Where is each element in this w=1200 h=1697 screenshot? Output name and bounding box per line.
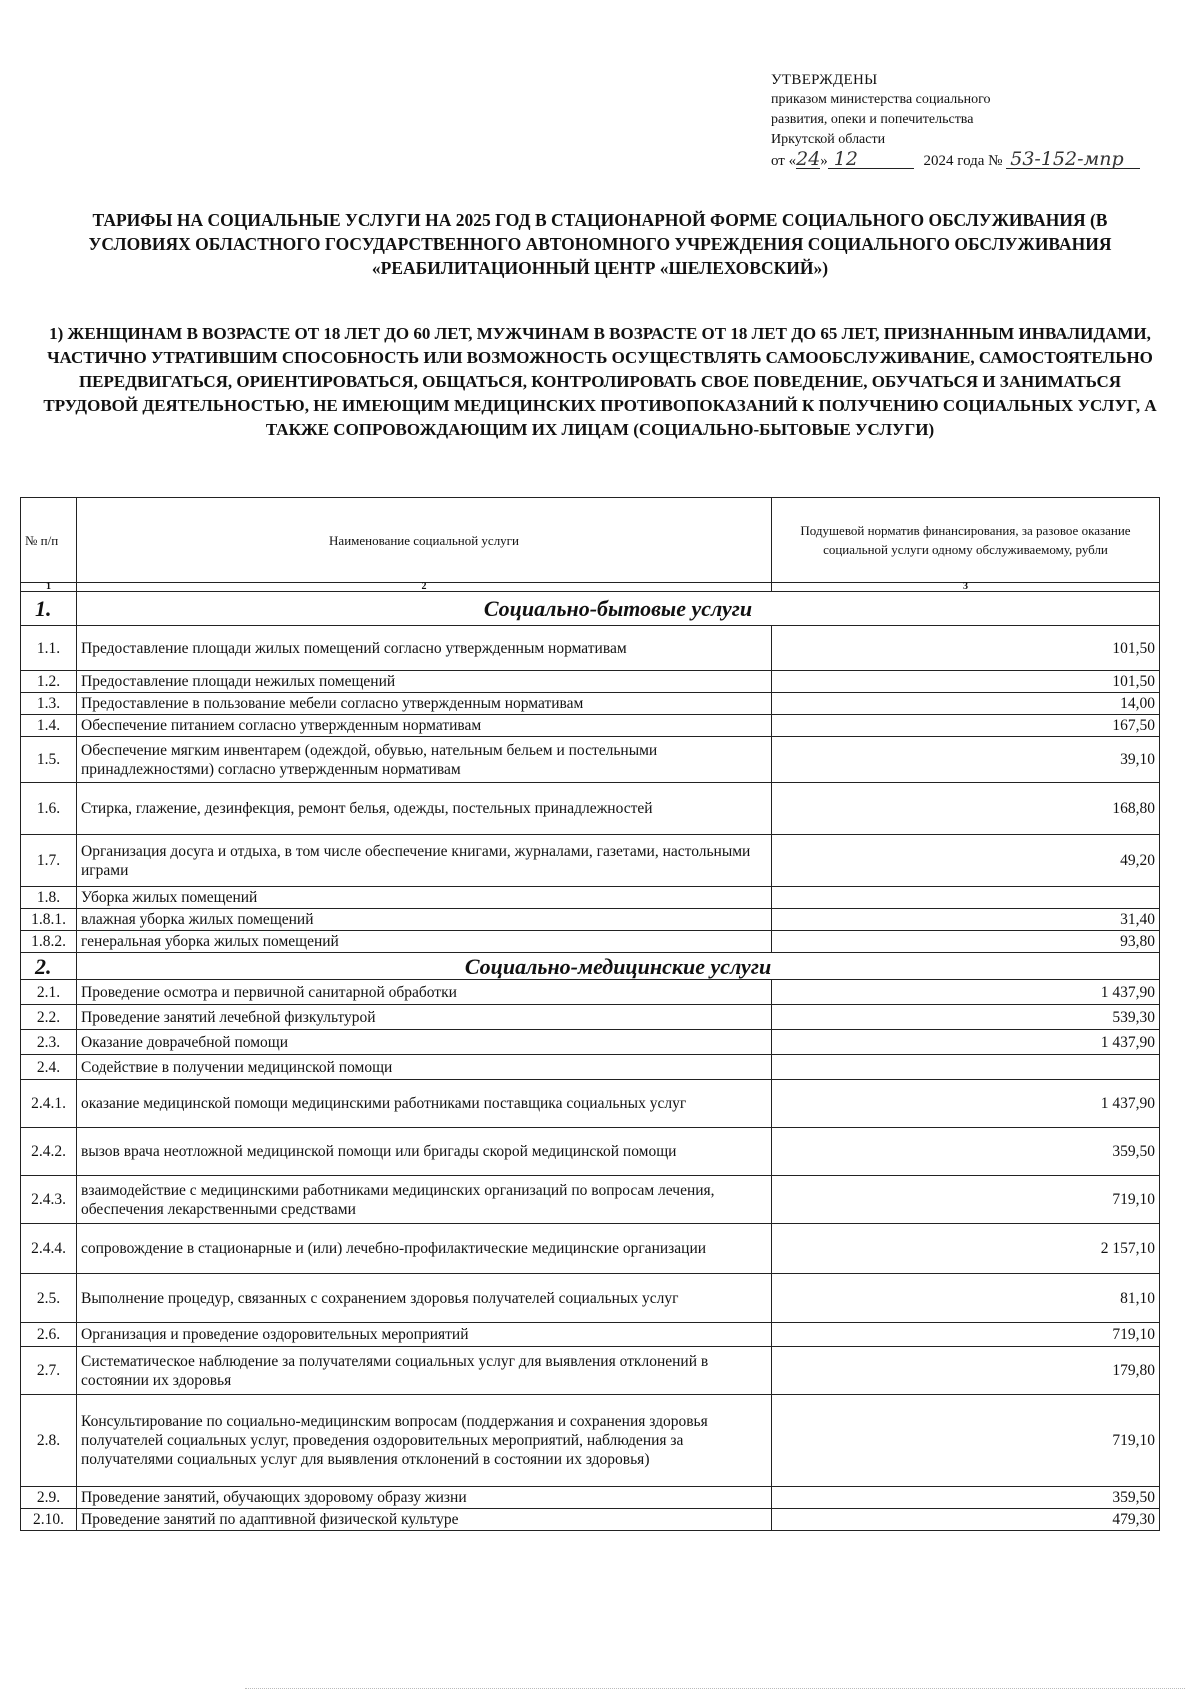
row-number: 2.4. bbox=[21, 1055, 77, 1080]
table-row bbox=[21, 783, 1160, 835]
service-name: Содействие в получении медицинской помощи bbox=[77, 1055, 772, 1080]
section-row bbox=[21, 953, 1160, 980]
row-number: 2.4.3. bbox=[21, 1176, 77, 1224]
tariff-value: 31,40 bbox=[772, 909, 1160, 931]
section-number: 1. bbox=[21, 592, 77, 626]
table-row bbox=[21, 931, 1160, 953]
handwritten-day: 24 bbox=[796, 148, 821, 170]
tariff-table bbox=[20, 497, 1160, 1531]
service-name: Предоставление в пользование мебели согласно утвержденным нормативам bbox=[77, 693, 772, 715]
row-number: 2.4.4. bbox=[21, 1224, 77, 1274]
tariff-value: 1 437,90 bbox=[772, 980, 1160, 1005]
table-row bbox=[21, 980, 1160, 1005]
service-name: Обеспечение мягким инвентарем (одеждой, обувью, нательным бельем и постельными принадлежностями) согласно утвержденным нормативам bbox=[77, 737, 772, 783]
service-name: взаимодействие с медицинскими работниками медицинских организаций по вопросам лечения, обеспечения лекарственными средствами bbox=[77, 1176, 772, 1224]
row-number: 1.2. bbox=[21, 671, 77, 693]
row-number: 2.7. bbox=[21, 1347, 77, 1395]
row-number: 2.4.1. bbox=[21, 1080, 77, 1128]
service-name: Проведение занятий, обучающих здоровому образу жизни bbox=[77, 1487, 772, 1509]
table-row bbox=[21, 1080, 1160, 1128]
row-number: 1.7. bbox=[21, 835, 77, 887]
row-number: 2.3. bbox=[21, 1030, 77, 1055]
table-row bbox=[21, 1487, 1160, 1509]
service-name: Уборка жилых помещений bbox=[77, 887, 772, 909]
table-row bbox=[21, 1395, 1160, 1487]
row-number: 2.8. bbox=[21, 1395, 77, 1487]
tariff-value: 479,30 bbox=[772, 1509, 1160, 1531]
table-row bbox=[21, 1005, 1160, 1030]
service-name: Проведение осмотра и первичной санитарной обработки bbox=[77, 980, 772, 1005]
table-header-row bbox=[21, 498, 1160, 583]
approval-heading: УТВЕРЖДЕНЫ bbox=[771, 72, 878, 88]
table-row bbox=[21, 1128, 1160, 1176]
approval-date-line bbox=[771, 150, 1171, 171]
section-number: 2. bbox=[21, 953, 77, 980]
row-number: 1.8.1. bbox=[21, 909, 77, 931]
row-number: 2.6. bbox=[21, 1323, 77, 1347]
row-number: 1.6. bbox=[21, 783, 77, 835]
row-number: 1.5. bbox=[21, 737, 77, 783]
tariff-value: 539,30 bbox=[772, 1005, 1160, 1030]
tariff-value: 719,10 bbox=[772, 1323, 1160, 1347]
row-number: 2.9. bbox=[21, 1487, 77, 1509]
service-name: Систематическое наблюдение за получателями социальных услуг для выявления отклонений в состоянии их здоровья bbox=[77, 1347, 772, 1395]
service-name: Оказание доврачебной помощи bbox=[77, 1030, 772, 1055]
service-name: Организация и проведение оздоровительных мероприятий bbox=[77, 1323, 772, 1347]
service-name: Предоставление площади нежилых помещений bbox=[77, 671, 772, 693]
column-number: 1 bbox=[21, 583, 77, 592]
table-row bbox=[21, 737, 1160, 783]
service-name: вызов врача неотложной медицинской помощи или бригады скорой медицинской помощи bbox=[77, 1128, 772, 1176]
table-row bbox=[21, 1347, 1160, 1395]
tariff-value bbox=[772, 1055, 1160, 1080]
tariff-value: 179,80 bbox=[772, 1347, 1160, 1395]
tariff-value: 1 437,90 bbox=[772, 1080, 1160, 1128]
section-row bbox=[21, 592, 1160, 626]
table-row bbox=[21, 1055, 1160, 1080]
service-name: Предоставление площади жилых помещений согласно утвержденным нормативам bbox=[77, 626, 772, 671]
row-number: 2.5. bbox=[21, 1274, 77, 1323]
service-name: Проведение занятий лечебной физкультурой bbox=[77, 1005, 772, 1030]
header-tariff: Подушевой норматив финансирования, за разовое оказание социальной услуги одному обслуживаемому, рубли bbox=[772, 498, 1160, 583]
service-name: Консультирование по социально-медицинским вопросам (поддержания и сохранения здоровья получателей социальных услуг, проведения оздоровительных мероприятий, наблюдения за получателями социальных услуг для выявления отклонений в состоянии их здоровья) bbox=[77, 1395, 772, 1487]
date-mid: » bbox=[820, 153, 828, 169]
tariff-value: 39,10 bbox=[772, 737, 1160, 783]
handwritten-order-number: 53-152-мпр bbox=[1006, 150, 1140, 169]
row-number: 2.1. bbox=[21, 980, 77, 1005]
column-number-row bbox=[21, 583, 1160, 592]
service-name: Организация досуга и отдыха, в том числе обеспечение книгами, журналами, газетами, настольными играми bbox=[77, 835, 772, 887]
approval-line: приказом министерства социального bbox=[771, 92, 991, 107]
service-name: сопровождение в стационарные и (или) лечебно-профилактические медицинские организации bbox=[77, 1224, 772, 1274]
approval-line: развития, опеки и попечительства bbox=[771, 112, 974, 127]
table-row bbox=[21, 715, 1160, 737]
table-row bbox=[21, 693, 1160, 715]
tariff-value: 1 437,90 bbox=[772, 1030, 1160, 1055]
table-row bbox=[21, 671, 1160, 693]
tariff-value: 719,10 bbox=[772, 1395, 1160, 1487]
table-row bbox=[21, 1323, 1160, 1347]
service-name: генеральная уборка жилых помещений bbox=[77, 931, 772, 953]
row-number: 1.8.2. bbox=[21, 931, 77, 953]
table-row bbox=[21, 626, 1160, 671]
column-number: 3 bbox=[772, 583, 1160, 592]
service-name: Стирка, глажение, дезинфекция, ремонт белья, одежды, постельных принадлежностей bbox=[77, 783, 772, 835]
service-name: Выполнение процедур, связанных с сохранением здоровья получателей социальных услуг bbox=[77, 1274, 772, 1323]
tariff-value: 93,80 bbox=[772, 931, 1160, 953]
approval-block bbox=[771, 70, 1171, 171]
tariff-value: 167,50 bbox=[772, 715, 1160, 737]
tariff-value: 168,80 bbox=[772, 783, 1160, 835]
row-number: 2.2. bbox=[21, 1005, 77, 1030]
section-title: Социально-бытовые услуги bbox=[77, 592, 1160, 626]
document-title: ТАРИФЫ НА СОЦИАЛЬНЫЕ УСЛУГИ НА 2025 ГОД В СТАЦИОНАРНОЙ ФОРМЕ СОЦИАЛЬНОГО ОБСЛУЖИВАНИЯ (В УСЛОВИЯХ ОБЛАСТНОГО ГОСУДАРСТВЕННОГО АВТОНОМНОГО УЧРЕЖДЕНИЯ СОЦИАЛЬНОГО ОБСЛУЖИВАНИЯ «РЕАБИЛИТАЦИОННЫЙ ЦЕНТР «ШЕЛЕХОВСКИЙ») bbox=[88, 210, 1112, 278]
section-title: Социально-медицинские услуги bbox=[77, 953, 1160, 980]
row-number: 1.4. bbox=[21, 715, 77, 737]
bottom-divider bbox=[245, 1688, 1185, 1689]
service-name: Обеспечение питанием согласно утвержденным нормативам bbox=[77, 715, 772, 737]
tariff-value bbox=[772, 887, 1160, 909]
column-number: 2 bbox=[77, 583, 772, 592]
tariff-value: 359,50 bbox=[772, 1128, 1160, 1176]
table-row bbox=[21, 1030, 1160, 1055]
tariff-value: 2 157,10 bbox=[772, 1224, 1160, 1274]
header-number: № п/п bbox=[21, 498, 77, 583]
tariff-value: 81,10 bbox=[772, 1274, 1160, 1323]
row-number: 1.1. bbox=[21, 626, 77, 671]
table-row bbox=[21, 1509, 1160, 1531]
document-subtitle: 1) ЖЕНЩИНАМ В ВОЗРАСТЕ ОТ 18 ЛЕТ ДО 60 ЛЕТ, МУЖЧИНАМ В ВОЗРАСТЕ ОТ 18 ЛЕТ ДО 65 ЛЕТ, ПРИЗНАННЫМ ИНВАЛИДАМИ, ЧАСТИЧНО УТРАТИВШИМ СПОСОБНОСТЬ ИЛИ ВОЗМОЖНОСТЬ ОСУЩЕСТВЛЯТЬ САМООБСЛУЖИВАНИЕ, САМОСТОЯТЕЛЬНО ПЕРЕДВИГАТЬСЯ, ОРИЕНТИРОВАТЬСЯ, ОБЩАТЬСЯ, КОНТРОЛИРОВАТЬ СВОЕ ПОВЕДЕНИЕ, ОБУЧАТЬСЯ И ЗАНИМАТЬСЯ ТРУДОВОЙ ДЕЯТЕЛЬНОСТЬЮ, НЕ ИМЕЮЩИМ МЕДИЦИНСКИХ ПРОТИВОПОКАЗАНИЙ К ПОЛУЧЕНИЮ СОЦИАЛЬНЫХ УСЛУГ, А ТАКЖЕ СОПРОВОЖДАЮЩИМ ИХ ЛИЦАМ (СОЦИАЛЬНО-БЫТОВЫЕ УСЛУГИ) bbox=[43, 324, 1157, 439]
tariff-value: 49,20 bbox=[772, 835, 1160, 887]
row-number: 2.4.2. bbox=[21, 1128, 77, 1176]
service-name: влажная уборка жилых помещений bbox=[77, 909, 772, 931]
date-prefix: от « bbox=[771, 153, 797, 169]
table-row bbox=[21, 1224, 1160, 1274]
table-row bbox=[21, 1274, 1160, 1323]
service-name: оказание медицинской помощи медицинскими работниками поставщика социальных услуг bbox=[77, 1080, 772, 1128]
table-row bbox=[21, 1176, 1160, 1224]
approval-line: Иркутской области bbox=[771, 132, 886, 147]
handwritten-month: 12 bbox=[828, 150, 914, 169]
table-row bbox=[21, 835, 1160, 887]
header-service-name: Наименование социальной услуги bbox=[77, 498, 772, 583]
row-number: 1.3. bbox=[21, 693, 77, 715]
tariff-value: 101,50 bbox=[772, 671, 1160, 693]
tariff-value: 359,50 bbox=[772, 1487, 1160, 1509]
tariff-value: 101,50 bbox=[772, 626, 1160, 671]
tariff-value: 14,00 bbox=[772, 693, 1160, 715]
tariff-value: 719,10 bbox=[772, 1176, 1160, 1224]
service-name: Проведение занятий по адаптивной физической культуре bbox=[77, 1509, 772, 1531]
year-text: 2024 года № bbox=[923, 153, 1003, 169]
row-number: 2.10. bbox=[21, 1509, 77, 1531]
table-row bbox=[21, 887, 1160, 909]
table-row bbox=[21, 909, 1160, 931]
row-number: 1.8. bbox=[21, 887, 77, 909]
